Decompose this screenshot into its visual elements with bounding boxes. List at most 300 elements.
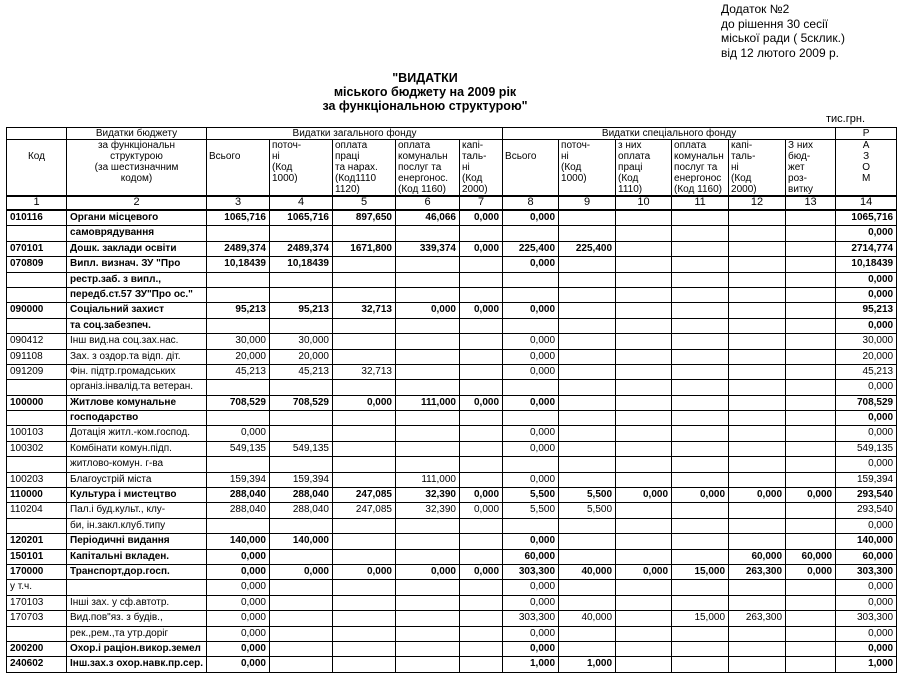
row-value bbox=[559, 272, 616, 287]
row-value bbox=[396, 334, 460, 349]
row-value bbox=[396, 257, 460, 272]
row-value bbox=[672, 626, 729, 641]
row-description: Пал.і буд.культ., клу- bbox=[67, 503, 207, 518]
column-number: 8 bbox=[503, 196, 559, 210]
row-value bbox=[460, 380, 503, 395]
table-row bbox=[7, 210, 897, 226]
row-value bbox=[559, 457, 616, 472]
row-description: Вид.пов"яз. з будів., bbox=[67, 611, 207, 626]
row-value: 293,540 bbox=[836, 488, 897, 503]
row-value: 159,394 bbox=[207, 472, 270, 487]
header-s-wages: оплата bbox=[616, 151, 672, 162]
row-code: 100000 bbox=[7, 395, 67, 410]
row-value bbox=[333, 226, 396, 241]
row-value bbox=[559, 349, 616, 364]
row-value bbox=[559, 257, 616, 272]
row-value bbox=[396, 657, 460, 672]
row-value: 10,18439 bbox=[836, 257, 897, 272]
row-value: 40,000 bbox=[559, 611, 616, 626]
row-value bbox=[559, 534, 616, 549]
row-description: житлово-комун. г-ва bbox=[67, 457, 207, 472]
table-row bbox=[7, 611, 897, 626]
row-value bbox=[460, 272, 503, 287]
row-value bbox=[616, 657, 672, 672]
row-value bbox=[207, 287, 270, 302]
table-row bbox=[7, 364, 897, 379]
row-value bbox=[672, 241, 729, 256]
table-row bbox=[7, 518, 897, 533]
header-s-current: поточ- bbox=[559, 140, 616, 152]
row-value: 293,540 bbox=[836, 503, 897, 518]
row-value: 32,390 bbox=[396, 503, 460, 518]
row-value bbox=[616, 241, 672, 256]
row-value bbox=[672, 226, 729, 241]
row-description: Періодичні видання bbox=[67, 534, 207, 549]
row-value bbox=[786, 287, 836, 302]
header-s-budget: роз- bbox=[786, 173, 836, 184]
header-desc-line: (за шестизначним bbox=[67, 162, 207, 173]
row-value: 0,000 bbox=[207, 626, 270, 641]
header-g-wages: та нарах. bbox=[333, 162, 396, 173]
row-value bbox=[616, 534, 672, 549]
row-value: 0,000 bbox=[460, 503, 503, 518]
row-value bbox=[786, 395, 836, 410]
row-code bbox=[7, 626, 67, 641]
row-value bbox=[396, 441, 460, 456]
row-code: 110000 bbox=[7, 488, 67, 503]
row-description: передб.ст.57 ЗУ"Про ос." bbox=[67, 287, 207, 302]
column-number: 9 bbox=[559, 196, 616, 210]
row-value bbox=[729, 241, 786, 256]
row-value: 60,000 bbox=[836, 549, 897, 564]
column-number: 5 bbox=[333, 196, 396, 210]
row-value bbox=[460, 626, 503, 641]
row-value bbox=[672, 641, 729, 656]
row-value bbox=[270, 411, 333, 426]
row-value: 0,000 bbox=[207, 580, 270, 595]
row-value bbox=[729, 272, 786, 287]
row-value: 5,500 bbox=[503, 488, 559, 503]
row-value bbox=[333, 257, 396, 272]
row-value bbox=[503, 457, 559, 472]
header-s-capital: капі- bbox=[729, 140, 786, 152]
row-value bbox=[616, 441, 672, 456]
row-code: 070101 bbox=[7, 241, 67, 256]
row-value bbox=[616, 318, 672, 333]
row-value bbox=[270, 272, 333, 287]
row-value: 111,000 bbox=[396, 395, 460, 410]
row-value bbox=[672, 503, 729, 518]
row-value bbox=[559, 318, 616, 333]
row-value: 95,213 bbox=[207, 303, 270, 318]
row-value bbox=[672, 395, 729, 410]
row-value bbox=[729, 518, 786, 533]
row-value: 225,400 bbox=[559, 241, 616, 256]
row-value: 0,000 bbox=[460, 488, 503, 503]
row-value bbox=[333, 595, 396, 610]
row-value bbox=[616, 641, 672, 656]
document-title bbox=[290, 71, 560, 113]
row-value bbox=[460, 657, 503, 672]
table-row bbox=[7, 241, 897, 256]
row-value bbox=[786, 472, 836, 487]
header-s-current: ні bbox=[559, 151, 616, 162]
expenditure-table bbox=[6, 127, 897, 673]
row-value bbox=[672, 441, 729, 456]
row-value bbox=[333, 411, 396, 426]
header-s-util: послуг та bbox=[672, 162, 729, 173]
row-value bbox=[672, 318, 729, 333]
row-value: 225,400 bbox=[503, 241, 559, 256]
row-value bbox=[333, 272, 396, 287]
row-value bbox=[616, 411, 672, 426]
row-value bbox=[396, 626, 460, 641]
row-value bbox=[460, 257, 503, 272]
row-value bbox=[333, 380, 396, 395]
row-value: 0,000 bbox=[503, 626, 559, 641]
row-value bbox=[460, 580, 503, 595]
row-description: Житлове комунальне bbox=[67, 395, 207, 410]
annex-line: міської ради ( 5склик.) bbox=[721, 31, 845, 45]
row-value: 0,000 bbox=[207, 657, 270, 672]
row-description: господарство bbox=[67, 411, 207, 426]
header-code: Код bbox=[7, 151, 67, 162]
row-value bbox=[729, 257, 786, 272]
column-number: 6 bbox=[396, 196, 460, 210]
row-description: Охор.і раціон.викор.земел bbox=[67, 641, 207, 656]
row-value bbox=[729, 210, 786, 226]
row-code bbox=[7, 518, 67, 533]
row-value bbox=[559, 518, 616, 533]
table-row bbox=[7, 488, 897, 503]
row-value bbox=[786, 349, 836, 364]
row-value bbox=[786, 503, 836, 518]
row-value bbox=[729, 503, 786, 518]
row-code bbox=[7, 287, 67, 302]
row-value bbox=[786, 657, 836, 672]
table-row bbox=[7, 595, 897, 610]
header-general-fund: Видатки загального фонду bbox=[207, 128, 503, 140]
row-value bbox=[616, 364, 672, 379]
row-value bbox=[460, 287, 503, 302]
row-value bbox=[559, 226, 616, 241]
row-value bbox=[729, 426, 786, 441]
row-value bbox=[616, 334, 672, 349]
row-value: 0,000 bbox=[460, 210, 503, 226]
row-value bbox=[207, 226, 270, 241]
row-value bbox=[207, 272, 270, 287]
row-value: 0,000 bbox=[836, 426, 897, 441]
row-value bbox=[396, 318, 460, 333]
row-value bbox=[396, 349, 460, 364]
row-value bbox=[672, 426, 729, 441]
row-value: 1065,716 bbox=[270, 210, 333, 226]
row-value bbox=[396, 457, 460, 472]
row-value bbox=[460, 518, 503, 533]
row-value: 45,213 bbox=[836, 364, 897, 379]
row-description: Зах. з оздор.та відп. діт. bbox=[67, 349, 207, 364]
row-value: 0,000 bbox=[333, 564, 396, 579]
annex-line: від 12 лютого 2009 р. bbox=[721, 45, 839, 60]
row-value: 247,085 bbox=[333, 488, 396, 503]
row-value bbox=[729, 334, 786, 349]
row-value bbox=[672, 657, 729, 672]
row-value: 0,000 bbox=[836, 272, 897, 287]
row-value bbox=[207, 318, 270, 333]
row-code: 100203 bbox=[7, 472, 67, 487]
row-value bbox=[672, 549, 729, 564]
row-value bbox=[333, 657, 396, 672]
row-value bbox=[672, 580, 729, 595]
row-value: 0,000 bbox=[786, 488, 836, 503]
table-row bbox=[7, 349, 897, 364]
row-value bbox=[270, 626, 333, 641]
row-value: 0,000 bbox=[503, 395, 559, 410]
row-value: 140,000 bbox=[836, 534, 897, 549]
row-description: Дошк. заклади освіти bbox=[67, 241, 207, 256]
row-value bbox=[503, 380, 559, 395]
row-code: 010116 bbox=[7, 210, 67, 226]
column-number: 2 bbox=[67, 196, 207, 210]
table-row bbox=[7, 226, 897, 241]
header-total-line: З bbox=[836, 151, 897, 162]
row-value: 15,000 bbox=[672, 564, 729, 579]
row-value bbox=[333, 426, 396, 441]
row-value bbox=[616, 611, 672, 626]
row-value bbox=[672, 518, 729, 533]
header-g-wages: праці bbox=[333, 151, 396, 162]
row-code: 091108 bbox=[7, 349, 67, 364]
header-g-util: комунальн bbox=[396, 151, 460, 162]
row-value bbox=[270, 549, 333, 564]
table-body bbox=[7, 210, 897, 672]
row-code: у т.ч. bbox=[7, 580, 67, 595]
row-value bbox=[207, 380, 270, 395]
row-value bbox=[396, 411, 460, 426]
row-value: 5,500 bbox=[559, 503, 616, 518]
header-s-util: комунальн bbox=[672, 151, 729, 162]
column-number: 11 bbox=[672, 196, 729, 210]
row-description: Інші зах. у сф.автотр. bbox=[67, 595, 207, 610]
row-value bbox=[729, 226, 786, 241]
row-value bbox=[270, 595, 333, 610]
header-code-cell bbox=[7, 128, 67, 140]
row-value bbox=[672, 472, 729, 487]
row-value: 32,713 bbox=[333, 364, 396, 379]
row-value: 0,000 bbox=[503, 534, 559, 549]
row-value bbox=[270, 318, 333, 333]
header-g-util: послуг та bbox=[396, 162, 460, 173]
row-value bbox=[460, 318, 503, 333]
header-s-current: 1000) bbox=[559, 173, 616, 184]
row-value bbox=[672, 303, 729, 318]
row-value bbox=[503, 411, 559, 426]
column-number: 1 bbox=[7, 196, 67, 210]
header-s-util: (Код 1160) bbox=[672, 184, 729, 196]
row-value bbox=[396, 380, 460, 395]
row-value bbox=[396, 580, 460, 595]
row-value: 303,300 bbox=[836, 611, 897, 626]
row-value bbox=[460, 411, 503, 426]
row-value: 0,000 bbox=[503, 472, 559, 487]
row-value: 288,040 bbox=[270, 503, 333, 518]
row-value bbox=[207, 518, 270, 533]
row-value: 0,000 bbox=[836, 287, 897, 302]
row-value bbox=[503, 287, 559, 302]
header-special-fund: Видатки спеціального фонду bbox=[503, 128, 836, 140]
row-value bbox=[559, 395, 616, 410]
row-value bbox=[270, 426, 333, 441]
row-value bbox=[559, 549, 616, 564]
row-description: би, ін.закл.клуб.типу bbox=[67, 518, 207, 533]
row-value: 0,000 bbox=[207, 641, 270, 656]
title-line: "ВИДАТКИ bbox=[392, 71, 458, 85]
row-value bbox=[559, 641, 616, 656]
row-value: 95,213 bbox=[270, 303, 333, 318]
table-row bbox=[7, 626, 897, 641]
row-value bbox=[559, 287, 616, 302]
row-value: 549,135 bbox=[207, 441, 270, 456]
annex-line: до рішення 30 сесії bbox=[721, 16, 829, 31]
row-value bbox=[729, 441, 786, 456]
row-value: 0,000 bbox=[836, 626, 897, 641]
row-value: 10,18439 bbox=[207, 257, 270, 272]
row-value bbox=[729, 641, 786, 656]
table-row bbox=[7, 303, 897, 318]
row-value: 0,000 bbox=[503, 210, 559, 226]
row-value bbox=[616, 503, 672, 518]
row-value bbox=[503, 518, 559, 533]
header-s-util: енергонос bbox=[672, 173, 729, 184]
row-value: 0,000 bbox=[786, 564, 836, 579]
row-value bbox=[559, 441, 616, 456]
row-value: 263,300 bbox=[729, 564, 786, 579]
row-value: 45,213 bbox=[207, 364, 270, 379]
table-row bbox=[7, 334, 897, 349]
row-value: 140,000 bbox=[207, 534, 270, 549]
row-value: 0,000 bbox=[460, 564, 503, 579]
column-number: 7 bbox=[460, 196, 503, 210]
row-value bbox=[729, 395, 786, 410]
row-value bbox=[616, 210, 672, 226]
row-value bbox=[672, 210, 729, 226]
units-label: тис.грн. bbox=[826, 113, 865, 125]
row-value bbox=[729, 580, 786, 595]
row-value: 0,000 bbox=[503, 595, 559, 610]
row-value: 32,713 bbox=[333, 303, 396, 318]
row-value bbox=[616, 395, 672, 410]
row-value bbox=[729, 318, 786, 333]
row-value: 0,000 bbox=[207, 564, 270, 579]
table-row bbox=[7, 641, 897, 656]
row-code: 200200 bbox=[7, 641, 67, 656]
row-value: 20,000 bbox=[207, 349, 270, 364]
row-value: 30,000 bbox=[836, 334, 897, 349]
row-value: 1065,716 bbox=[207, 210, 270, 226]
title-line: за функціональною структурою" bbox=[322, 99, 528, 113]
row-value: 0,000 bbox=[333, 395, 396, 410]
table-row bbox=[7, 380, 897, 395]
row-value bbox=[270, 457, 333, 472]
row-value: 0,000 bbox=[207, 611, 270, 626]
row-value: 20,000 bbox=[270, 349, 333, 364]
column-number: 3 bbox=[207, 196, 270, 210]
row-code bbox=[7, 226, 67, 241]
row-value bbox=[460, 611, 503, 626]
row-value: 1671,800 bbox=[333, 241, 396, 256]
row-value bbox=[460, 595, 503, 610]
row-value: 0,000 bbox=[836, 580, 897, 595]
row-value: 0,000 bbox=[503, 257, 559, 272]
row-value: 159,394 bbox=[270, 472, 333, 487]
row-value: 0,000 bbox=[836, 641, 897, 656]
row-value bbox=[396, 534, 460, 549]
header-s-total: Всього bbox=[503, 151, 559, 162]
header-s-budget: витку bbox=[786, 184, 836, 196]
table-row bbox=[7, 395, 897, 410]
header-g-capital: (Код bbox=[460, 173, 503, 184]
header-g-capital: 2000) bbox=[460, 184, 503, 196]
row-value bbox=[460, 441, 503, 456]
row-value: 288,040 bbox=[270, 488, 333, 503]
header-g-util: (Код 1160) bbox=[396, 184, 460, 196]
row-value bbox=[460, 472, 503, 487]
row-value: 5,500 bbox=[559, 488, 616, 503]
table-row bbox=[7, 457, 897, 472]
row-value: 0,000 bbox=[836, 226, 897, 241]
row-value bbox=[460, 457, 503, 472]
table-row bbox=[7, 411, 897, 426]
row-description: Транспорт,дор.госп. bbox=[67, 564, 207, 579]
row-value: 0,000 bbox=[503, 303, 559, 318]
row-value bbox=[270, 518, 333, 533]
row-value: 0,000 bbox=[460, 303, 503, 318]
row-value bbox=[786, 457, 836, 472]
row-value: 1,000 bbox=[836, 657, 897, 672]
header-s-budget: З них bbox=[786, 140, 836, 152]
row-value bbox=[729, 411, 786, 426]
row-value: 30,000 bbox=[207, 334, 270, 349]
row-value bbox=[616, 349, 672, 364]
row-value: 1,000 bbox=[503, 657, 559, 672]
row-value bbox=[503, 272, 559, 287]
row-value: 32,390 bbox=[396, 488, 460, 503]
row-value bbox=[616, 272, 672, 287]
row-value bbox=[559, 364, 616, 379]
row-code: 240602 bbox=[7, 657, 67, 672]
row-value: 15,000 bbox=[672, 611, 729, 626]
row-value bbox=[786, 226, 836, 241]
header-total-line: Р bbox=[836, 128, 897, 140]
row-value bbox=[616, 626, 672, 641]
row-value bbox=[786, 518, 836, 533]
row-value bbox=[270, 226, 333, 241]
annex-line: Додаток №2 bbox=[721, 2, 790, 16]
row-value bbox=[786, 626, 836, 641]
header-g-capital: капі- bbox=[460, 140, 503, 152]
row-value: 0,000 bbox=[836, 518, 897, 533]
row-value bbox=[729, 457, 786, 472]
row-value bbox=[786, 611, 836, 626]
column-number: 14 bbox=[836, 196, 897, 210]
header-s-current: (Код bbox=[559, 162, 616, 173]
header-desc-line: структурою bbox=[67, 151, 207, 162]
row-value bbox=[616, 518, 672, 533]
row-code: 170103 bbox=[7, 595, 67, 610]
row-value bbox=[396, 518, 460, 533]
row-value: 45,213 bbox=[270, 364, 333, 379]
header-g-wages: 1120) bbox=[333, 184, 396, 196]
